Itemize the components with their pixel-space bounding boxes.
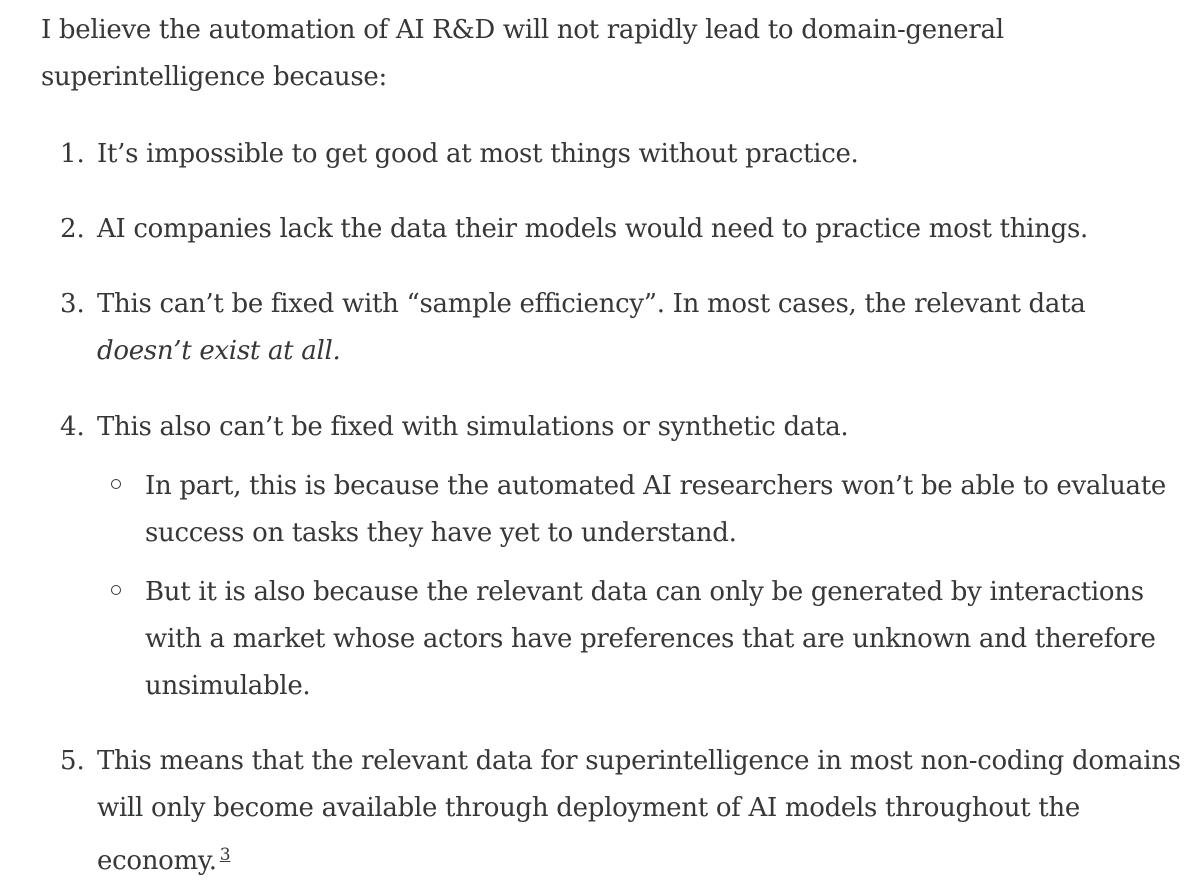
intro-paragraph: I believe the automation of AI R&D will not rapidly lead to domain-general superintelligence because: (41, 15, 1004, 92)
list-item-text-plain: This can’t be fixed with “sample efficiency”. In most cases, the relevant data (97, 289, 1086, 319)
list-number: 1. (60, 139, 85, 169)
sub-list-item-text: But it is also because the relevant data can only be generated by interactions with a market whose actors have preferences that are unknown and therefore unsimulable. (145, 577, 1156, 701)
list-item-text-plain: This means that the relevant data for superintelligence in most non-coding domains will only become available through deployment of AI models throughout the economy. (97, 746, 1181, 876)
list-item-text: AI companies lack the data their models would need to practice most things. (97, 214, 1088, 244)
list-item-text (97, 281, 1187, 375)
list-item-text-emphasis: doesn’t exist at all. (97, 336, 341, 366)
list-number: 5. (60, 746, 85, 776)
list-item-text (97, 738, 1187, 885)
list-item-text: This also can’t be fixed with simulations or synthetic data. (97, 412, 849, 442)
hollow-bullet-icon (111, 585, 121, 595)
list-number: 4. (60, 412, 85, 442)
list-item-text: It’s impossible to get good at most things without practice. (97, 139, 859, 169)
list-number: 2. (60, 214, 85, 244)
hollow-bullet-icon (111, 479, 121, 489)
footnote-link[interactable]: 3 (219, 845, 231, 865)
sub-list-item-text: In part, this is because the automated AI researchers won’t be able to evaluate success on tasks they have yet to understand. (145, 471, 1166, 548)
list-number: 3. (60, 289, 85, 319)
